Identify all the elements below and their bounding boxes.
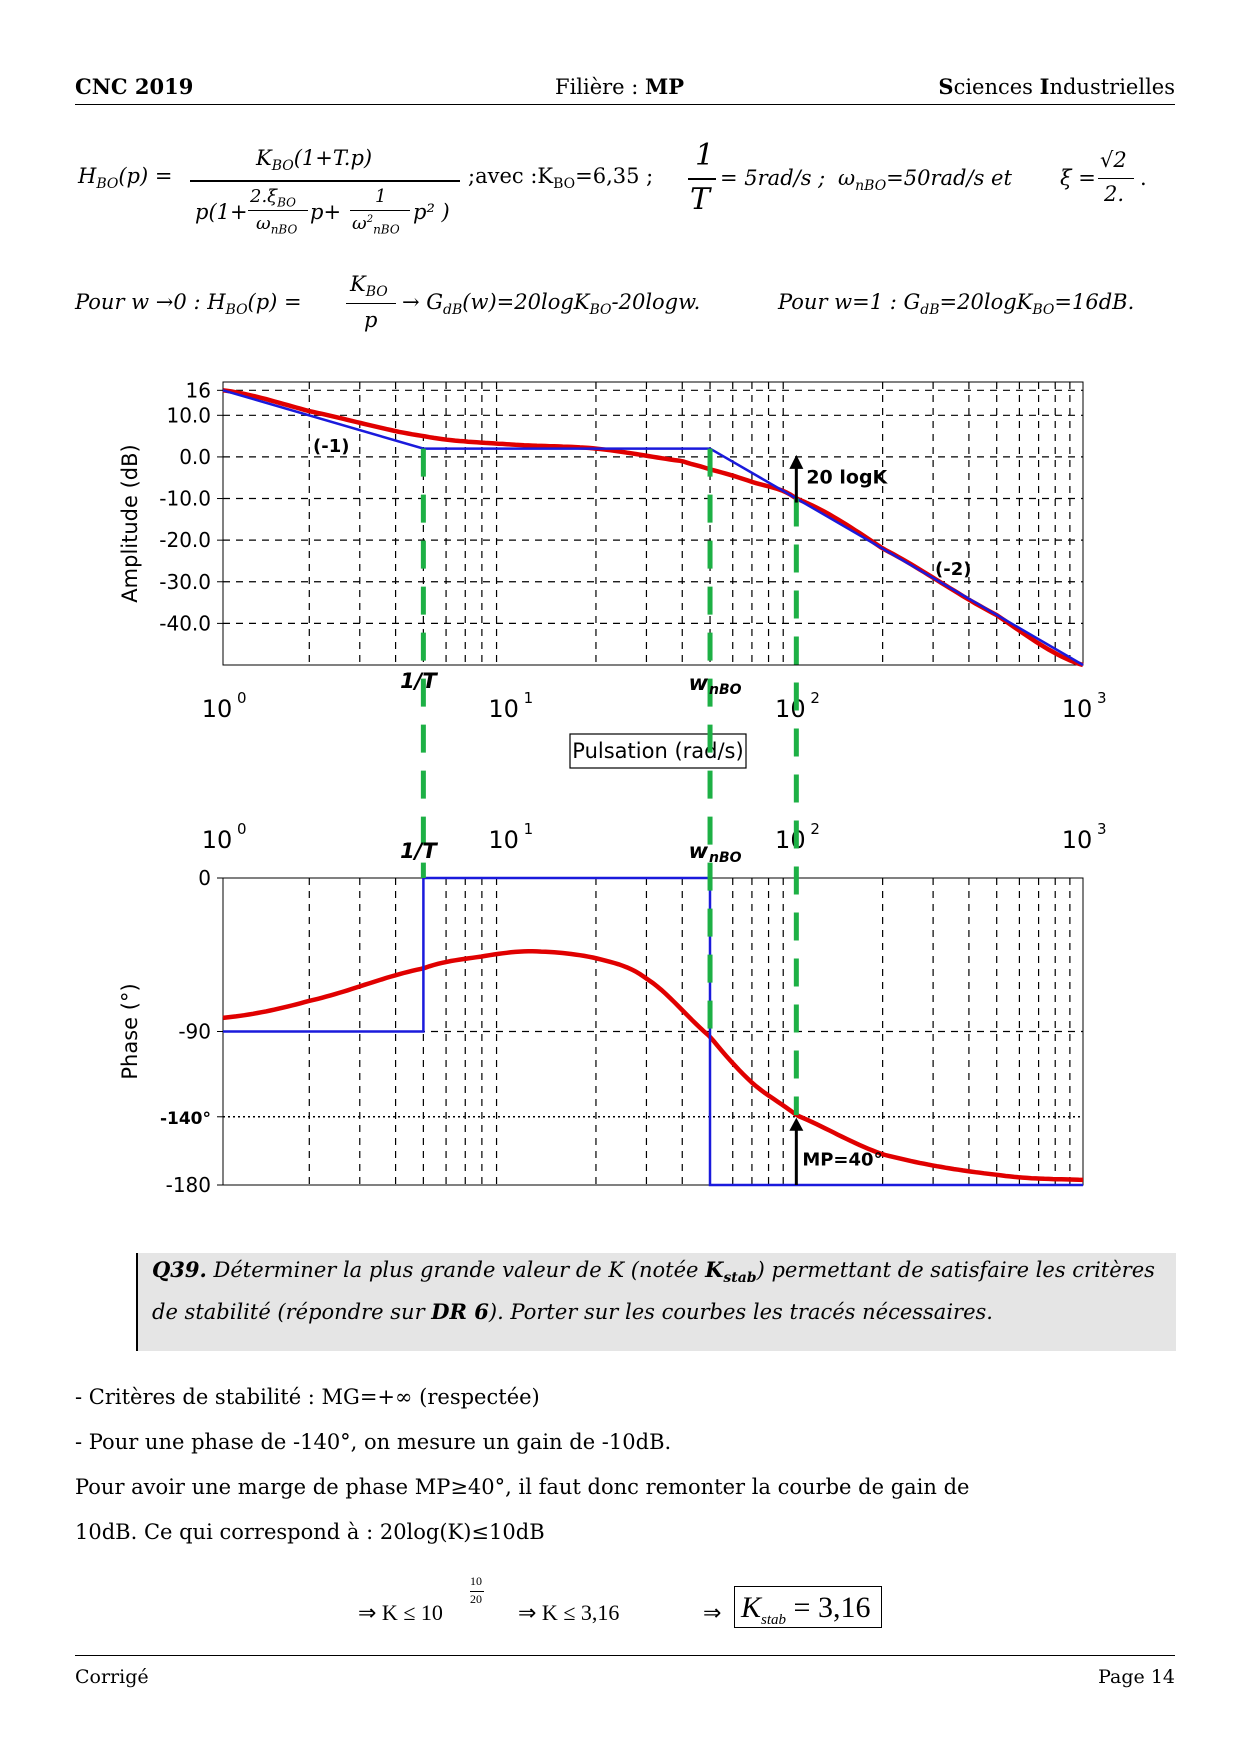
tf-numerator: $K_{BO}(1+T.p)$ [256, 146, 373, 175]
gain-ylabel: Amplitude (dB) [118, 444, 142, 603]
phase-margin-label: MP=40° [802, 1149, 883, 1171]
slope-minus1-label: (-1) [313, 436, 350, 457]
phase-chart-xtick-exp: 3 [1097, 820, 1107, 838]
tf-den-mid: p+ [310, 200, 342, 224]
phase-chart-xtick-exp: 0 [237, 820, 247, 838]
answer-line-3: Pour avoir une marge de phase MP≥40°, il faut donc remonter la courbe de gain de [75, 1475, 970, 1499]
gain-chart-ytick-label: 10.0 [166, 403, 211, 428]
footer-page-number: Page 14 [1098, 1666, 1175, 1688]
gain-chart-ytick-label: -40.0 [159, 611, 211, 636]
tf-den-frac2-den: $\omega^2_{nBO}$ [352, 213, 400, 237]
omega-nbo-value: $\omega_{nBO}=50rad/s$ et [838, 166, 1012, 195]
footer-left: Corrigé [75, 1666, 149, 1688]
hbo-lhs: $H_{BO}(p)$ = [78, 164, 173, 193]
formula-part-2: ⇒ K ≤ 3,16 [518, 1600, 620, 1625]
gain-chart-xtick-label: 10 [1061, 695, 1093, 723]
inv-t-den: T [690, 182, 711, 217]
tf-den-start: p(1+ [195, 200, 248, 224]
tf-den-frac1-den: $\omega_{nBO}$ [256, 213, 298, 237]
phase-chart-xtick-exp: 1 [523, 820, 534, 838]
phase-chart-ytick-label: 0 [198, 866, 211, 890]
question-q39: Q39. Déterminer la plus grande valeur de K (notée $K_{stab}$) permettant de satisfaire les critères de stabilité (répondre sur DR 6). Porter sur les courbes les tracés nécessaires. [136, 1253, 1176, 1351]
tf-den-frac1-num: $2.\xi_{BO}$ [250, 186, 296, 210]
gain-chart-ytick-label: -30.0 [159, 569, 211, 594]
xi-den: 2. [1104, 182, 1125, 206]
phase-chart-ytick-label: -90 [178, 1019, 211, 1044]
header-left: CNC 2019 [75, 74, 194, 99]
gain-chart-plot-area [223, 382, 1083, 665]
phase-chart-xtick-label: 10 [775, 826, 806, 854]
xi-end: . [1140, 166, 1147, 190]
formula-exp-num: 10 [470, 1574, 482, 1588]
kstab-result-box: $K_{stab} = 3,16$ [734, 1586, 882, 1628]
phase-chart-ytick-label: -180 [165, 1173, 211, 1197]
answer-line-1: - Critères de stabilité : MG=+∞ (respectée) [75, 1385, 540, 1409]
phase-chart-xtick-exp: 2 [810, 820, 820, 838]
gain-inv-t-label: 1/T [400, 669, 437, 693]
lf-gain: → $G_{dB}(w)=20\log K_{BO}-20\log w$. [402, 290, 701, 319]
phase-wn-label: w [688, 839, 709, 863]
question-label: Q39. [152, 1257, 207, 1282]
gain-wn-sub: nBO [709, 682, 742, 698]
gain-chart-xtick-exp: 1 [523, 689, 534, 707]
lf-w1: Pour w=1 : $G_{dB}=20\log K_{BO}=16dB$. [778, 290, 1135, 319]
phase-chart-xtick-label: 10 [1061, 826, 1093, 854]
phase-chart-ytick-label: -140° [159, 1108, 211, 1129]
header-center: Filière : MP [555, 74, 685, 99]
inv-t-value: = 5rad/s ; [720, 166, 826, 190]
answer-line-2: - Pour une phase de -140°, on mesure un gain de -10dB. [75, 1430, 672, 1454]
phase-chart-xtick-label: 10 [488, 826, 519, 854]
phase-ylabel: Phase (°) [118, 983, 142, 1080]
gain-chart-xtick-label: 10 [201, 695, 233, 723]
header-right: Sciences Industrielles [938, 74, 1175, 99]
phase-chart-xtick-label: 10 [201, 826, 233, 854]
gain-chart-ytick-label: -10.0 [159, 486, 211, 511]
formula-part-3: ⇒ [703, 1600, 722, 1625]
tf-den-frac2-num: 1 [375, 186, 387, 207]
kbo-value: ;avec $:K_{BO}=6,35$ ; [468, 164, 654, 193]
gain-chart-ytick-label: 0.0 [179, 444, 211, 469]
gain-chart-xtick-exp: 2 [810, 689, 820, 707]
gain-chart-xtick-exp: 3 [1097, 689, 1107, 707]
gain-chart-ytick-label: 16 [185, 378, 211, 403]
gain-chart-xtick-label: 10 [775, 695, 806, 723]
gain-xlabel: Pulsation (rad/s) [572, 739, 744, 763]
xi-num: √2 [1100, 148, 1127, 172]
phase-wn-sub: nBO [709, 850, 742, 866]
formula-part-1: ⇒ K ≤ 10 [358, 1600, 443, 1625]
xi-label: ξ = [1060, 166, 1096, 190]
lf-num: $K_{BO}$ [350, 272, 388, 301]
lf-part-a: Pour w →0 : $H_{BO}(p)$ = [75, 290, 302, 319]
gain-chart-xtick-exp: 0 [237, 689, 247, 707]
lf-den: p [364, 308, 378, 332]
page-footer [75, 1655, 1175, 1688]
phase-inv-t-label: 1/T [400, 839, 437, 863]
gain-chart-xtick-label: 10 [488, 695, 519, 723]
gain-chart-ytick-label: -20.0 [159, 528, 211, 553]
gain-arrow-label: 20 logK [806, 466, 888, 489]
gain-wn-label: w [688, 671, 709, 695]
slope-minus2-label: (-2) [935, 559, 972, 580]
answer-line-4: 10dB. Ce qui correspond à : 20log(K)≤10dB [75, 1520, 545, 1544]
formula-exp-den: 20 [470, 1592, 482, 1606]
inv-t-num: 1 [695, 138, 715, 173]
tf-den-end: p² ) [413, 200, 450, 224]
